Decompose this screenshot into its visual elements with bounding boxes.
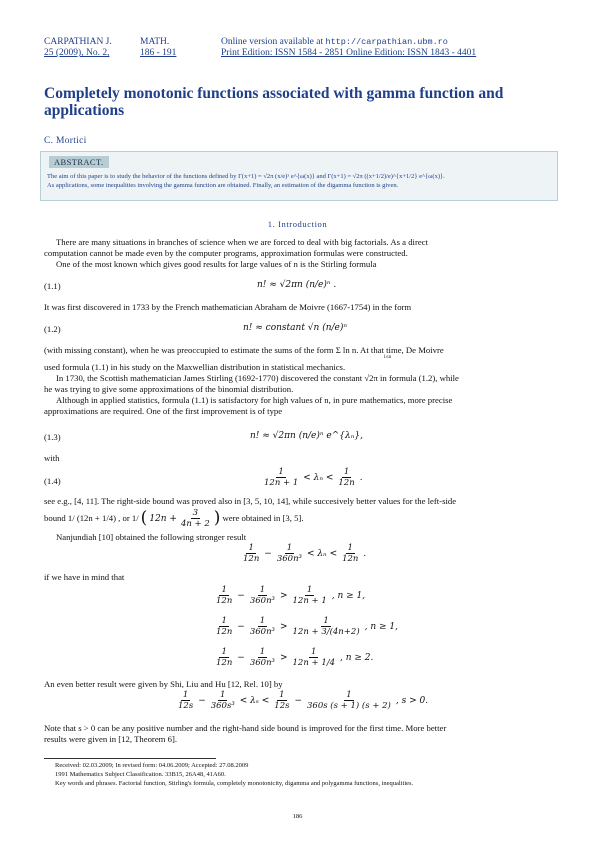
eq-relation: < λₙ < — [303, 472, 334, 483]
para-7-text: bound 1/ (12n + 1/4) , or 1/ — [44, 513, 139, 524]
para-11-line-1: Note that s > 0 can be any positive number and the right-hand side bound is improved for the first time. More better — [44, 723, 447, 733]
para-4-line-1: (with missing constant), when he was preoccupied to estimate the sums of the form Σ ln n. At that time, De Moivre — [44, 345, 444, 355]
abstract-line-1: The aim of this paper is to study the behavior of the functions defined by Γ(x+1) = √2π (x/e)ˣ e^{ω(x)} and Γ(x+1) = √2π ((x+1/2)/e)^{x+1/2} e^{ω(x)}. — [47, 173, 445, 180]
footnote-received: Received: 02.03.2009; In revised form: 04.06.2009; Accepted: 27.08.2009 — [55, 762, 249, 769]
para-9: if we have in mind that — [44, 572, 125, 582]
para-7-term: 12n + — [149, 513, 177, 524]
para-6-line-1: Although in applied statistics, formula (1.1) is satisfactory for high values of n, in pure mathematics, more precise — [56, 395, 453, 405]
para-5-line-2: he was trying to give some approximations of the binomial distribution. — [44, 384, 294, 394]
para-7-line-1: see e.g., [4, 11]. The right-side bound was proved also in [3, 5, 10, 14], while succesively better values for the left-side — [44, 496, 457, 506]
condition-1: $\frac{1}{12n}$ − $\frac{1}{\text{360n³}}$ > $\frac{1}{12n + 1}$ , n ≥ 1, — [216, 585, 366, 606]
para-8: Nanjundiah [10] obtained the following stronger result — [56, 532, 247, 542]
para-4-line-2: used formula (1.1) in his study on the Maxwellian distribution in statistical mechanics. — [44, 362, 346, 372]
eq-1-1: n! ≈ √2πn (n/e)ⁿ . — [257, 280, 337, 290]
journal-pages: 186 - 191 — [140, 48, 177, 58]
para-1-line-2: computation cannot be made even by the computer programs, approximation formulas were constructed. — [44, 248, 408, 258]
footnote-keywords: Key words and phrases. Factorial function, Stirling's formula, completely monotonicity, digamma and polygamma functions, inequalities. — [55, 780, 414, 787]
para-10: An even better result were given by Shi, Liu and Hu [12, Rel. 10] by — [44, 679, 283, 689]
condition-3: $\frac{1}{12n}$ − $\frac{1}{\text{360n³}}$ > $\frac{1}{12n + 1/4}$ , n ≥ 2. — [216, 647, 374, 668]
print-edition: Print Edition: ISSN 1584 - 2851 Online Edition: ISSN 1843 - 4401 — [221, 48, 477, 58]
online-label: Online version available at — [221, 37, 324, 47]
abstract-line-2: As applications, some inequalities involving the gamma function are obtained. Finally, an estimation of the digamma function is given. — [47, 182, 399, 189]
paper-title: Completely monotonic functions associated with gamma function and applications — [44, 85, 504, 119]
fraction: $\frac{1}{12n + 1}$ — [264, 467, 299, 488]
para-7-line-2: bound 1/ (12n + 1/4) , or 1/ ( 12n + $\frac{3}{4n + 2}$ ) were obtained in [3, 5]. — [44, 508, 304, 529]
eq-1-3-number: (1.3) — [44, 432, 61, 442]
eq-1-2: n! ≈ constant √n (n/e)ⁿ — [243, 323, 348, 333]
fraction: $\frac{1}{12n}$ — [338, 467, 355, 488]
para-2: One of the most known which gives good results for large values of n is the Stirling formula — [56, 259, 377, 269]
section-heading: 1. Introduction — [267, 219, 328, 229]
eq-1-3: n! ≈ √2πn (n/e)ⁿ e^{λₙ}, — [250, 431, 363, 441]
author-name: C. Mortici — [44, 136, 87, 146]
footnote-msc: 1991 Mathematics Subject Classification. 33B15, 26A48, 41A60. — [55, 771, 226, 778]
online-url-link[interactable]: http://carpathian.ubm.ro — [325, 37, 448, 47]
fraction: $\frac{3}{4n + 2}$ — [180, 508, 210, 529]
para-6-line-2: approximations are required. One of the first improvement is of type — [44, 406, 283, 416]
edition-info — [221, 37, 476, 59]
shi-liu-hu-inequality: $\frac{1}{12s}$ − $\frac{1}{\text{360s³}}$ < λₛ < $\frac{1}{12s}$ − $\frac{1}{360s (s + 1) (s + 2)}$ , s > 0. — [178, 690, 429, 711]
journal-name: CARPATHIAN J. — [44, 37, 112, 47]
with-text: with — [44, 453, 60, 463]
page-number: 186 — [292, 813, 303, 820]
nanjundiah-inequality: $\frac{1}{12n}$ − $\frac{1}{\text{360n³}}$ < λₙ < $\frac{1}{12n}$ . — [243, 543, 367, 564]
eq-1-1-number: (1.1) — [44, 281, 61, 291]
para-1-line-1: There are many situations in branches of science when we are forced to deal with big factorials. As a direct — [56, 237, 428, 247]
journal-volume: 25 (2009), No. 2, — [44, 48, 110, 58]
abstract-label: ABSTRACT. — [49, 156, 109, 168]
journal-header — [44, 37, 176, 59]
para-7-text-end: were obtained in [3, 5]. — [222, 513, 304, 524]
eq-1-4-number: (1.4) — [44, 476, 61, 486]
eq-1-2-number: (1.2) — [44, 324, 61, 334]
para-11-line-2: results were given in [12, Theorem 6]. — [44, 734, 178, 744]
footnote-rule — [44, 758, 216, 759]
eq-1-4: $\frac{1}{12n + 1}$ < λₙ < $\frac{1}{12n}$ . — [264, 467, 363, 488]
para-3: It was first discovered in 1733 by the French mathematician Abraham de Moivre (1667-1754) in the form — [44, 302, 412, 312]
abstract-text — [47, 172, 553, 190]
sum-subscript: i≤n — [384, 354, 392, 360]
condition-2: $\frac{1}{12n}$ − $\frac{1}{\text{360n³}}$ > $\frac{1}{12n + 3/(4n+2)}$ , n ≥ 1, — [216, 616, 399, 637]
journal-subject: MATH. — [140, 37, 170, 47]
para-5-line-1: In 1730, the Scottish mathematician James Stirling (1692-1770) discovered the constant √2π in formula (1.2), while — [56, 373, 459, 383]
